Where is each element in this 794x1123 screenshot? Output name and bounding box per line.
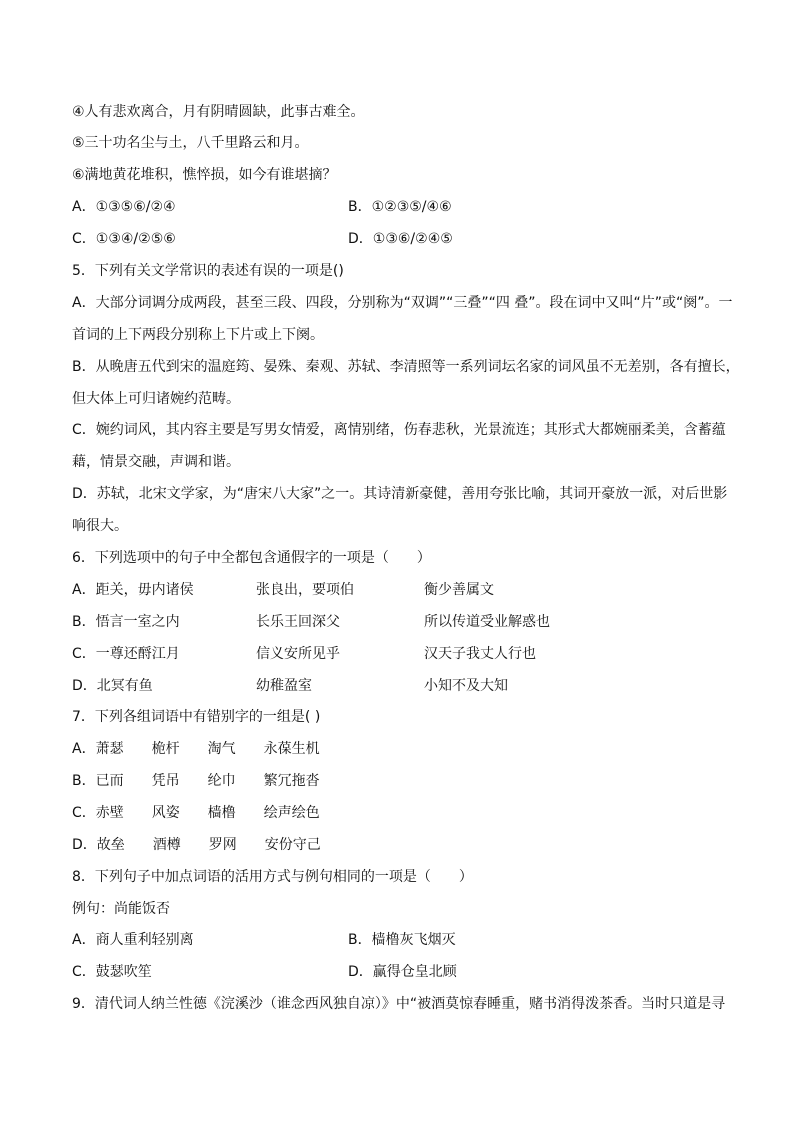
q6-option-a-3: 衡少善属文 (424, 582, 494, 598)
q4-option-c: C．①③④/②⑤⑥ (72, 231, 176, 247)
q6-option-d-3: 小知不及大知 (424, 678, 508, 694)
q8-option-d: D．赢得仓皇北顾 (348, 964, 457, 980)
q8-option-c: C．鼓瑟吹笙 (72, 964, 152, 980)
q6-stem: 6．下列选项中的句子中全都包含通假字的一项是（ ） (72, 550, 431, 566)
q5-option-a-line2: 首词的上下两段分别称上下片或上下阕。 (72, 327, 324, 343)
q6-option-b-3: 所以传道受业解惑也 (424, 614, 550, 630)
q6-option-d-1: D．北冥有鱼 (72, 678, 153, 694)
q5-option-c-line2: 藉，情景交融，声调和谐。 (72, 454, 240, 470)
q6-option-c-1: C．一尊还酹江月 (72, 646, 180, 662)
q6-option-a-1: A．距关，毋内诸侯 (72, 582, 194, 598)
q4-option-a: A．①③⑤⑥/②④ (72, 199, 176, 215)
q6-option-b-2: 长乐王回深父 (256, 614, 340, 630)
q5-option-a-line1: A．大部分词调分成两段，甚至三段、四段，分别称为“双调”“三叠”“四 叠”。段在词中又叫“片”或“阕”。一 (72, 295, 733, 311)
q8-option-b: B．樯橹灰飞烟灭 (348, 932, 456, 948)
q8-stem: 8．下列句子中加点词语的活用方式与例句相同的一项是（ ） (72, 869, 473, 885)
q9-stem: 9．清代词人纳兰性德《浣溪沙（谁念西风独自凉）》中“被酒莫惊春睡重，赌书消得泼茶香。当时只道是寻 (72, 996, 726, 1012)
q5-option-b-line1: B．从晚唐五代到宋的温庭筠、晏殊、秦观、苏轼、李清照等一系列词坛名家的词风虽不无差别，各有擅长， (72, 359, 740, 375)
q5-option-d-line2: 响很大。 (72, 518, 128, 534)
q6-option-c-2: 信义安所见乎 (256, 646, 340, 662)
q4-option-d: D．①③⑥/②④⑤ (348, 231, 453, 247)
q6-option-c-3: 汉天子我丈人行也 (424, 646, 536, 662)
q5-option-b-line2: 但大体上可归诸婉约范畴。 (72, 391, 240, 407)
q8-example: 例句：尚能饭否 (72, 901, 170, 917)
poem-line-4: ④人有悲欢离合，月有阴晴圆缺，此事古难全。 (72, 104, 365, 120)
poem-line-5: ⑤三十功名尘与土，八千里路云和月。 (72, 135, 309, 151)
q8-option-a: A．商人重利轻别离 (72, 932, 194, 948)
q5-stem: 5．下列有关文学常识的表述有误的一项是() (72, 263, 344, 279)
q6-option-b-1: B．悟言一室之内 (72, 614, 180, 630)
q7-option-a: A．萧瑟 桅杆 淘气 永葆生机 (72, 741, 320, 757)
q5-option-d-line1: D．苏轼，北宋文学家，为“唐宋八大家”之一。其诗清新豪健，善用夸张比喻，其词开豪放一派，对后世影 (72, 486, 728, 502)
q4-option-b: B．①②③⑤/④⑥ (348, 199, 452, 215)
poem-line-6: ⑥满地黄花堆积，憔悴损，如今有谁堪摘？ (72, 167, 337, 183)
q7-option-c: C．赤壁 风姿 樯橹 绘声绘色 (72, 805, 320, 821)
q5-option-c-line1: C．婉约词风，其内容主要是写男女情爱，离情别绪，伤春悲秋，光景流连；其形式大都婉丽柔美，含蓄蕴 (72, 422, 726, 438)
q7-option-b: B．已而 凭吊 纶巾 繁冗拖沓 (72, 773, 320, 789)
q7-option-d: D．故垒 酒樽 罗网 安份守己 (72, 837, 321, 853)
q7-stem: 7．下列各组词语中有错别字的一组是( ) (72, 709, 321, 725)
q6-option-a-2: 张良出，要项伯 (256, 582, 354, 598)
q6-option-d-2: 幼稚盈室 (256, 678, 312, 694)
